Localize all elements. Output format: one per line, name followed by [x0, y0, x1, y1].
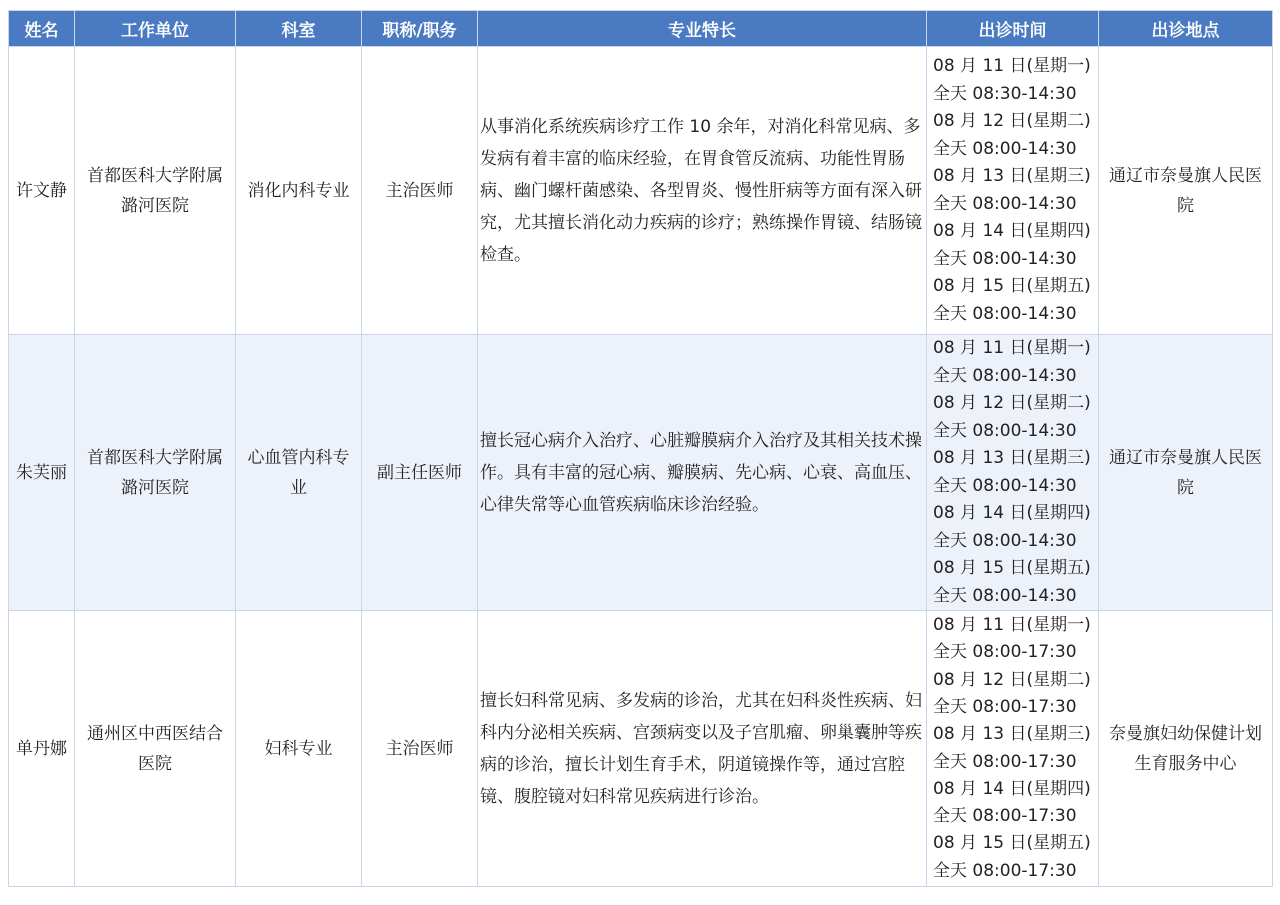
doctor-location: 奈曼旗妇幼保健计划生育服务中心	[1099, 611, 1273, 887]
header-title: 职称/职务	[362, 11, 478, 47]
doctor-title: 副主任医师	[362, 335, 478, 611]
schedule-line: 全天 08:00-14:30	[933, 585, 1077, 606]
doctor-dept: 心血管内科专业	[236, 335, 362, 611]
header-row	[9, 11, 1273, 47]
doctor-specialty: 擅长妇科常见病、多发病的诊治，尤其在妇科炎性疾病、妇科内分泌相关疾病、宫颈病变以及子宫肌瘤、卵巢囊肿等疾病的诊治，擅长计划生育手术，阴道镜操作等，通过宫腔镜、腹腔镜对妇科常见疾病进行诊治。	[478, 611, 927, 887]
doctor-schedule	[927, 611, 1099, 887]
table-row	[9, 611, 1273, 887]
schedule-line: 全天 08:00-14:30	[933, 138, 1077, 159]
table-body	[9, 47, 1273, 887]
schedule-line: 全天 08:30-14:30	[933, 83, 1077, 104]
schedule-line: 全天 08:00-14:30	[933, 303, 1077, 324]
schedule-line: 全天 08:00-14:30	[933, 365, 1077, 386]
schedule-line: 08 月 12 日(星期二)	[933, 393, 1091, 413]
schedule-line: 全天 08:00-17:30	[933, 642, 1077, 663]
doctor-location: 通辽市奈曼旗人民医院	[1099, 335, 1273, 611]
doctor-schedule	[927, 335, 1099, 611]
doctor-dept: 消化内科专业	[236, 47, 362, 335]
doctor-unit: 通州区中西医结合医院	[75, 611, 236, 887]
schedule-line: 08 月 13 日(星期三)	[933, 724, 1091, 745]
schedule-line: 全天 08:00-14:30	[933, 475, 1077, 496]
schedule-line: 08 月 11 日(星期一)	[933, 615, 1091, 636]
doctor-dept: 妇科专业	[236, 611, 362, 887]
schedule-line: 全天 08:00-14:30	[933, 193, 1077, 214]
doctor-specialty: 从事消化系统疾病诊疗工作 10 余年，对消化科常见病、多发病有着丰富的临床经验，在胃食管反流病、功能性胃肠病、幽门螺杆菌感染、各型胃炎、慢性肝病等方面有深入研究，尤其擅长消化动力疾病的诊疗；熟练操作胃镜、结肠镜检查。	[478, 47, 927, 335]
doctor-name: 朱芙丽	[9, 335, 75, 611]
header-schedule: 出诊时间	[927, 11, 1099, 47]
header-name: 姓名	[9, 11, 75, 47]
doctor-title: 主治医师	[362, 611, 478, 887]
header-specialty: 专业特长	[478, 11, 927, 47]
schedule-line: 08 月 14 日(星期四)	[933, 221, 1091, 241]
schedule-line: 08 月 15 日(星期五)	[933, 276, 1091, 296]
schedule-line: 08 月 14 日(星期四)	[933, 503, 1091, 523]
schedule-line: 全天 08:00-17:30	[933, 806, 1077, 827]
doctor-schedule-container	[8, 10, 1272, 887]
schedule-line: 08 月 13 日(星期三)	[933, 448, 1091, 468]
doctor-unit: 首都医科大学附属潞河医院	[75, 47, 236, 335]
table-row	[9, 335, 1273, 611]
schedule-line: 全天 08:00-17:30	[933, 751, 1077, 772]
header-dept: 科室	[236, 11, 362, 47]
doctor-schedule-table	[8, 10, 1273, 887]
table-row	[9, 47, 1273, 335]
schedule-line: 08 月 15 日(星期五)	[933, 833, 1091, 854]
schedule-line: 08 月 11 日(星期一)	[933, 56, 1091, 76]
schedule-line: 08 月 12 日(星期二)	[933, 111, 1091, 131]
header-unit: 工作单位	[75, 11, 236, 47]
doctor-name: 单丹娜	[9, 611, 75, 887]
table-header	[9, 11, 1273, 47]
schedule-line: 全天 08:00-17:30	[933, 696, 1077, 717]
schedule-line: 全天 08:00-17:30	[933, 860, 1077, 881]
doctor-location: 通辽市奈曼旗人民医院	[1099, 47, 1273, 335]
doctor-schedule	[927, 47, 1099, 335]
doctor-name: 许文静	[9, 47, 75, 335]
schedule-line: 全天 08:00-14:30	[933, 420, 1077, 441]
doctor-unit: 首都医科大学附属潞河医院	[75, 335, 236, 611]
schedule-line: 08 月 12 日(星期二)	[933, 669, 1091, 690]
schedule-line: 08 月 14 日(星期四)	[933, 778, 1091, 799]
schedule-line: 08 月 15 日(星期五)	[933, 558, 1091, 578]
schedule-line: 08 月 11 日(星期一)	[933, 338, 1091, 358]
header-location: 出诊地点	[1099, 11, 1273, 47]
schedule-line: 全天 08:00-14:30	[933, 530, 1077, 551]
doctor-specialty: 擅长冠心病介入治疗、心脏瓣膜病介入治疗及其相关技术操作。具有丰富的冠心病、瓣膜病、先心病、心衰、高血压、心律失常等心血管疾病临床诊治经验。	[478, 335, 927, 611]
doctor-title: 主治医师	[362, 47, 478, 335]
schedule-line: 08 月 13 日(星期三)	[933, 166, 1091, 186]
schedule-line: 全天 08:00-14:30	[933, 248, 1077, 269]
